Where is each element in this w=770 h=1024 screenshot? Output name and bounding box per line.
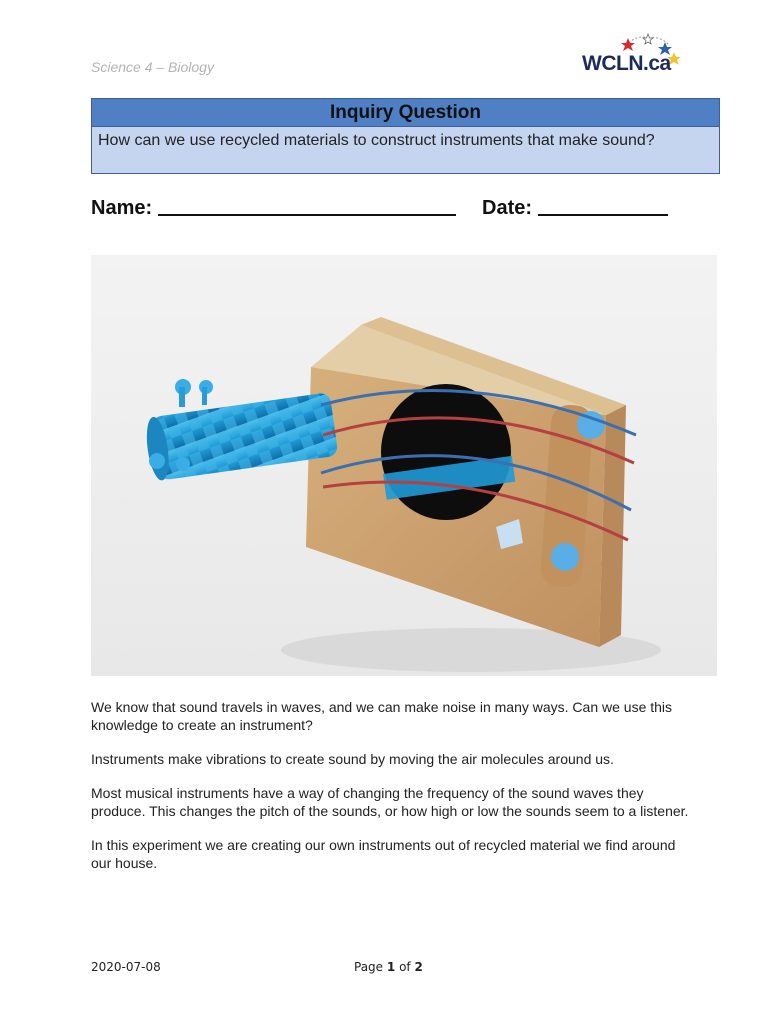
page-prefix: Page bbox=[354, 960, 384, 974]
page-number bbox=[354, 960, 423, 974]
name-blank[interactable] bbox=[158, 195, 456, 216]
name-field[interactable] bbox=[91, 195, 456, 220]
inquiry-question: How can we use recycled materials to construct instruments that make sound? bbox=[98, 132, 655, 149]
guitar-illustration bbox=[91, 255, 717, 676]
page-current: 1 bbox=[386, 960, 396, 974]
page-of: of bbox=[399, 960, 411, 974]
date-field[interactable] bbox=[482, 195, 668, 220]
paragraph: Instruments make vibrations to create sound by moving the air molecules around us. bbox=[91, 751, 614, 767]
logo-text: WCLN.ca bbox=[582, 52, 671, 75]
footer-date: 2020-07-08 bbox=[91, 960, 161, 974]
cardboard-guitar-photo bbox=[91, 255, 717, 676]
paragraph: In this experiment we are creating our own instruments out of recycled material we find around our house. bbox=[91, 837, 676, 871]
page-total: 2 bbox=[414, 960, 423, 974]
wcln-logo bbox=[582, 32, 682, 78]
inquiry-title: Inquiry Question bbox=[92, 99, 719, 127]
inquiry-box bbox=[91, 98, 720, 174]
paragraph: We know that sound travels in waves, and we can make noise in many ways. Can we use this knowledge to create an instrument? bbox=[91, 699, 673, 733]
date-blank[interactable] bbox=[538, 195, 668, 216]
body-text bbox=[91, 698, 691, 888]
header-subject: Science 4 – Biology bbox=[91, 59, 214, 75]
date-label: Date: bbox=[482, 197, 533, 219]
paragraph: Most musical instruments have a way of changing the frequency of the sound waves they produce. This changes the pitch of the sounds, or how high or low the sounds seem to a listener. bbox=[91, 785, 689, 819]
name-label: Name: bbox=[91, 197, 153, 219]
